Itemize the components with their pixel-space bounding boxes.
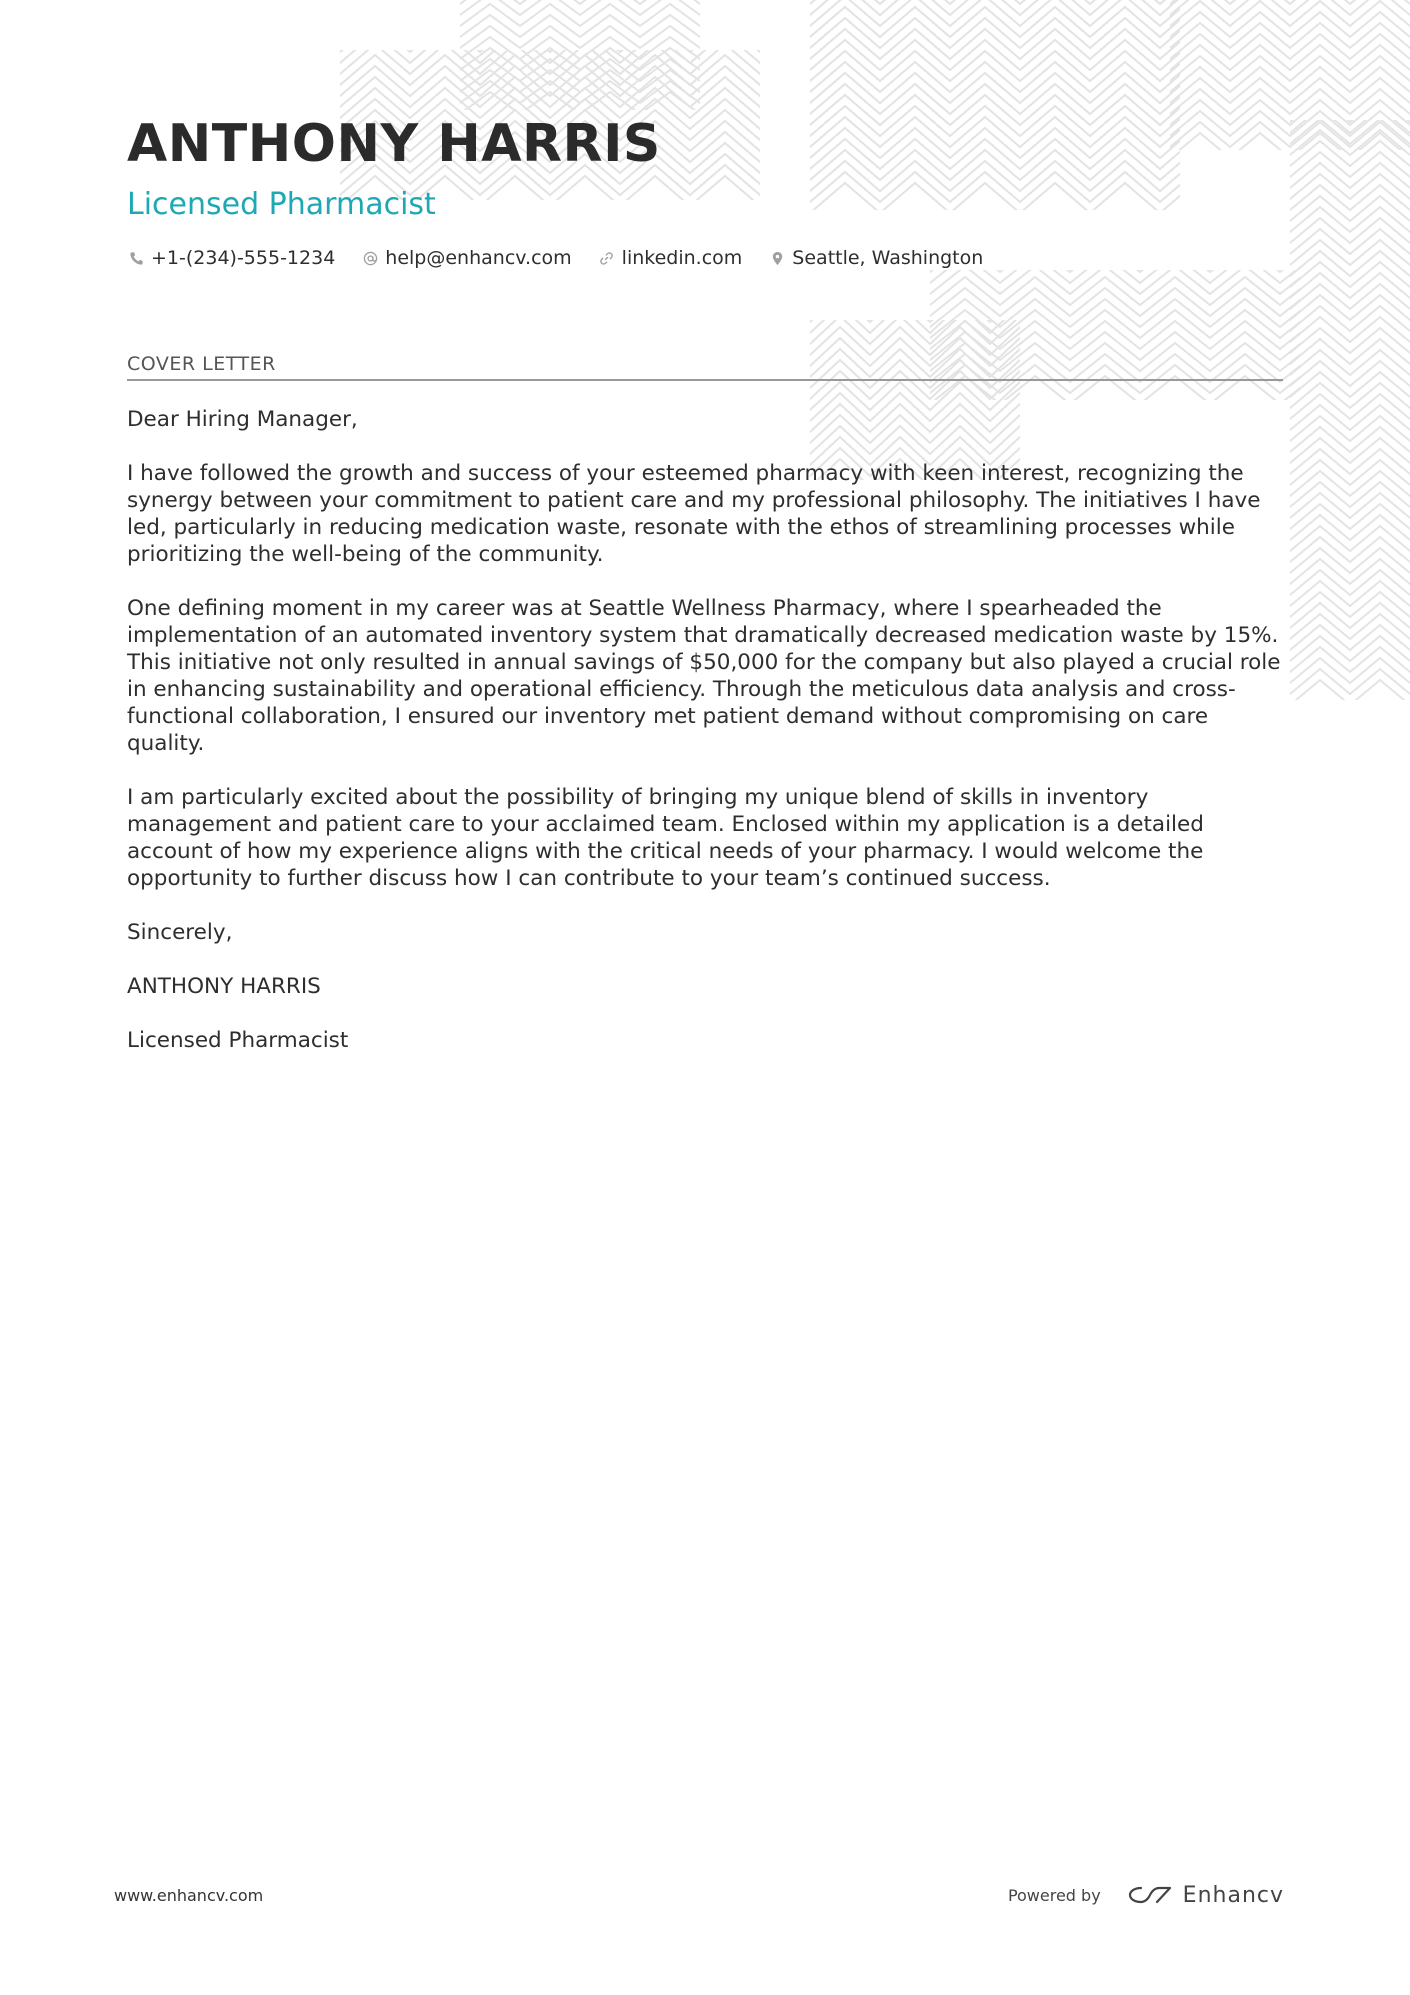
candidate-title: Licensed Pharmacist <box>127 187 436 222</box>
contact-phone <box>127 247 335 269</box>
powered-by-label: Powered by <box>1007 1885 1101 1905</box>
pattern-line <box>270 0 900 30</box>
pattern-line <box>740 0 1300 15</box>
pattern-line <box>740 40 1300 70</box>
letter-paragraph-3: I am particularly excited about the possibility of bringing my unique blend of skills in inventory management and patient care to your acclaimed team. Enclosed within my application is a detailed account of how my experience aligns with the critical needs of your pharmacy. I would welcome the opportunity to further discuss how I can contribute to your team’s continued success. <box>127 785 1204 891</box>
pattern-line <box>740 29 1300 59</box>
pattern-line <box>400 59 820 81</box>
pattern-line <box>1110 78 1410 103</box>
link-icon <box>598 249 616 267</box>
at-icon <box>361 249 379 267</box>
section-divider <box>127 379 1283 381</box>
map-pin-icon <box>768 249 786 267</box>
phone-number: +1-(234)-555-1234 <box>151 247 336 269</box>
letter-closing: Sincerely, <box>127 920 233 945</box>
pattern-line <box>400 0 820 15</box>
letter-body <box>127 406 1283 1054</box>
candidate-name: ANTHONY HARRIS <box>127 114 661 174</box>
phone-icon <box>127 249 145 267</box>
pattern-line <box>740 0 1300 4</box>
pattern-line <box>1110 12 1410 37</box>
signature-name: ANTHONY HARRIS <box>127 974 321 999</box>
contact-info <box>127 244 1283 272</box>
pattern-line <box>740 62 1300 92</box>
section-title: COVER LETTER <box>127 353 276 375</box>
enhancv-logo-icon <box>1127 1883 1173 1907</box>
pattern-line <box>400 81 820 103</box>
pattern-line <box>740 84 1300 114</box>
pattern-line <box>400 0 820 4</box>
pattern-line <box>1110 56 1410 81</box>
pattern-line <box>270 55 900 85</box>
pattern-line <box>1110 0 1410 15</box>
enhancv-brand-name: Enhancv <box>1182 1882 1284 1908</box>
pattern-line <box>270 66 900 96</box>
pattern-line <box>400 4 820 26</box>
pattern-line <box>1110 23 1410 48</box>
pattern-line <box>400 92 820 114</box>
pattern-line <box>400 37 820 59</box>
pattern-line <box>740 73 1300 103</box>
email-address: help@enhancv.com <box>385 247 572 269</box>
pattern-line <box>270 44 900 74</box>
footer-url[interactable]: www.enhancv.com <box>114 1885 264 1905</box>
pattern-line <box>1230 75 1410 100</box>
pattern-line <box>400 26 820 48</box>
pattern-line <box>1110 0 1410 4</box>
pattern-line <box>1110 45 1410 70</box>
contact-location <box>768 247 983 269</box>
linkedin-link[interactable]: linkedin.com <box>621 247 743 269</box>
pattern-line <box>740 0 1300 26</box>
pattern-line <box>400 48 820 70</box>
pattern-line <box>400 70 820 92</box>
pattern-line <box>740 7 1300 37</box>
pattern-line <box>1110 89 1410 114</box>
pattern-line <box>270 22 900 52</box>
footer <box>114 1880 1284 1910</box>
signature-title: Licensed Pharmacist <box>127 1028 349 1053</box>
letter-greeting: Dear Hiring Manager, <box>127 407 358 432</box>
pattern-line <box>270 33 900 63</box>
pattern-line <box>270 11 900 41</box>
pattern-line <box>1230 86 1410 111</box>
pattern-line <box>1110 67 1410 92</box>
pattern-line <box>400 15 820 37</box>
pattern-line <box>270 77 900 107</box>
location-text: Seattle, Washington <box>792 247 984 269</box>
cover-letter-page <box>127 112 1283 1081</box>
contact-link <box>598 247 743 269</box>
pattern-line <box>740 18 1300 48</box>
footer-brand <box>1008 1883 1284 1908</box>
letter-paragraph-2: One defining moment in my career was at Seattle Wellness Pharmacy, where I spearheaded the implementation of an automated inventory system that dramatically decreased medication waste by 15%. This initiative not only resulted in annual savings of $50,000 for the company but also played a crucial role in enhancing sustainability and operational efficiency. Through the meticulous data analysis and cross-functional collaboration, I ensured our inventory met patient demand without compromising on care quality. <box>127 596 1281 756</box>
letter-paragraph-1: I have followed the growth and success of your esteemed pharmacy with keen interest, recognizing the synergy between your commitment to patient care and my professional philosophy. The initiatives I have led, particularly in reducing medication waste, resonate with the ethos of streamlining processes while prioritizing the well-being of the community. <box>127 461 1261 567</box>
pattern-line <box>1110 1 1410 26</box>
pattern-line <box>1110 34 1410 59</box>
pattern-line <box>740 51 1300 81</box>
contact-email <box>361 247 571 269</box>
